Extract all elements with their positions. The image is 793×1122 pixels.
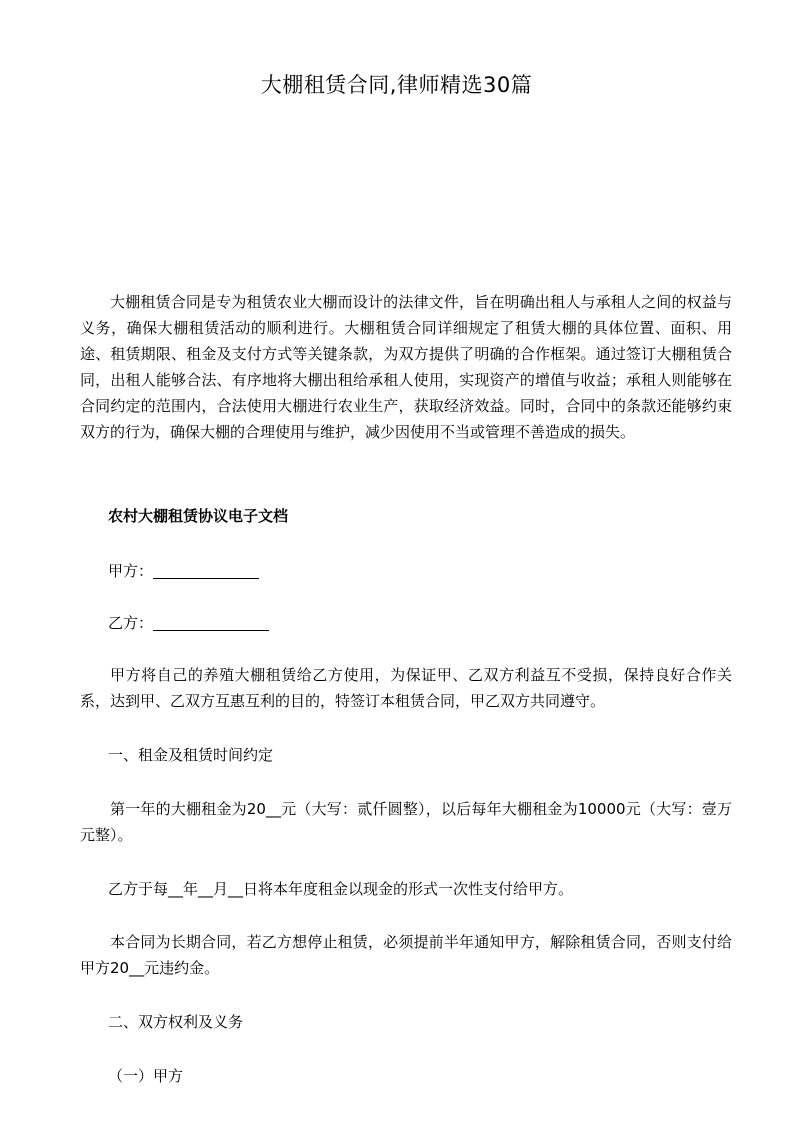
- document-title: 大棚租赁合同,律师精选30篇: [260, 73, 533, 97]
- party-b-blank: [153, 614, 269, 631]
- preamble-paragraph: 甲方将自己的养殖大棚租赁给乙方使用，为保证甲、乙双方利益互不受损，保持良好合作关系，达到甲、乙双方互惠互利的目的，特签订本租赁合同，甲乙双方共同遵守。: [80, 666, 732, 710]
- intro-paragraph: 大棚租赁合同是专为租赁农业大棚而设计的法律文件，旨在明确出租人与承租人之间的权益与义务，确保大棚租赁活动的顺利进行。大棚租赁合同详细规定了租赁大棚的具体位置、面积、用途、租赁期限、租金及支付方式等关键条款，为双方提供了明确的合作框架。通过签订大棚租赁合同，出租人能够合法、有序地将大棚出租给承租人使用，实现资产的增值与收益；承租人则能够在合同约定的范围内，合法使用大棚进行农业生产，获取经济效益。同时，合同中的条款还能够约束双方的行为，确保大棚的合理使用与维护，减少因使用不当或管理不善造成的损失。: [80, 293, 732, 441]
- heading-rent-and-term: 一、租金及租赁时间约定: [108, 746, 274, 764]
- section-title: 农村大棚租赁协议电子文档: [108, 507, 289, 525]
- party-b-label: 乙方：: [108, 614, 154, 632]
- party-a-label: 甲方：: [108, 562, 154, 580]
- clause-termination: 本合同为长期合同，若乙方想停止租赁，必须提前半年通知甲方，解除租赁合同，否则支付给甲方20__元违约金。: [80, 933, 732, 977]
- party-b-line: [108, 610, 269, 636]
- clause-rent-amount: 第一年的大棚租金为20__元（大写：贰仟圆整），以后每年大棚租金为10000元（大写：壹万元整）。: [80, 800, 732, 844]
- party-a-line: [108, 558, 259, 584]
- sub-heading-party-a: （一）甲方: [108, 1067, 184, 1085]
- heading-rights-duties: 二、双方权利及义务: [108, 1013, 244, 1031]
- clause-payment-date: 乙方于每__年__月__日将本年度租金以现金的形式一次性支付给甲方。: [108, 880, 574, 898]
- party-a-blank: [153, 562, 259, 579]
